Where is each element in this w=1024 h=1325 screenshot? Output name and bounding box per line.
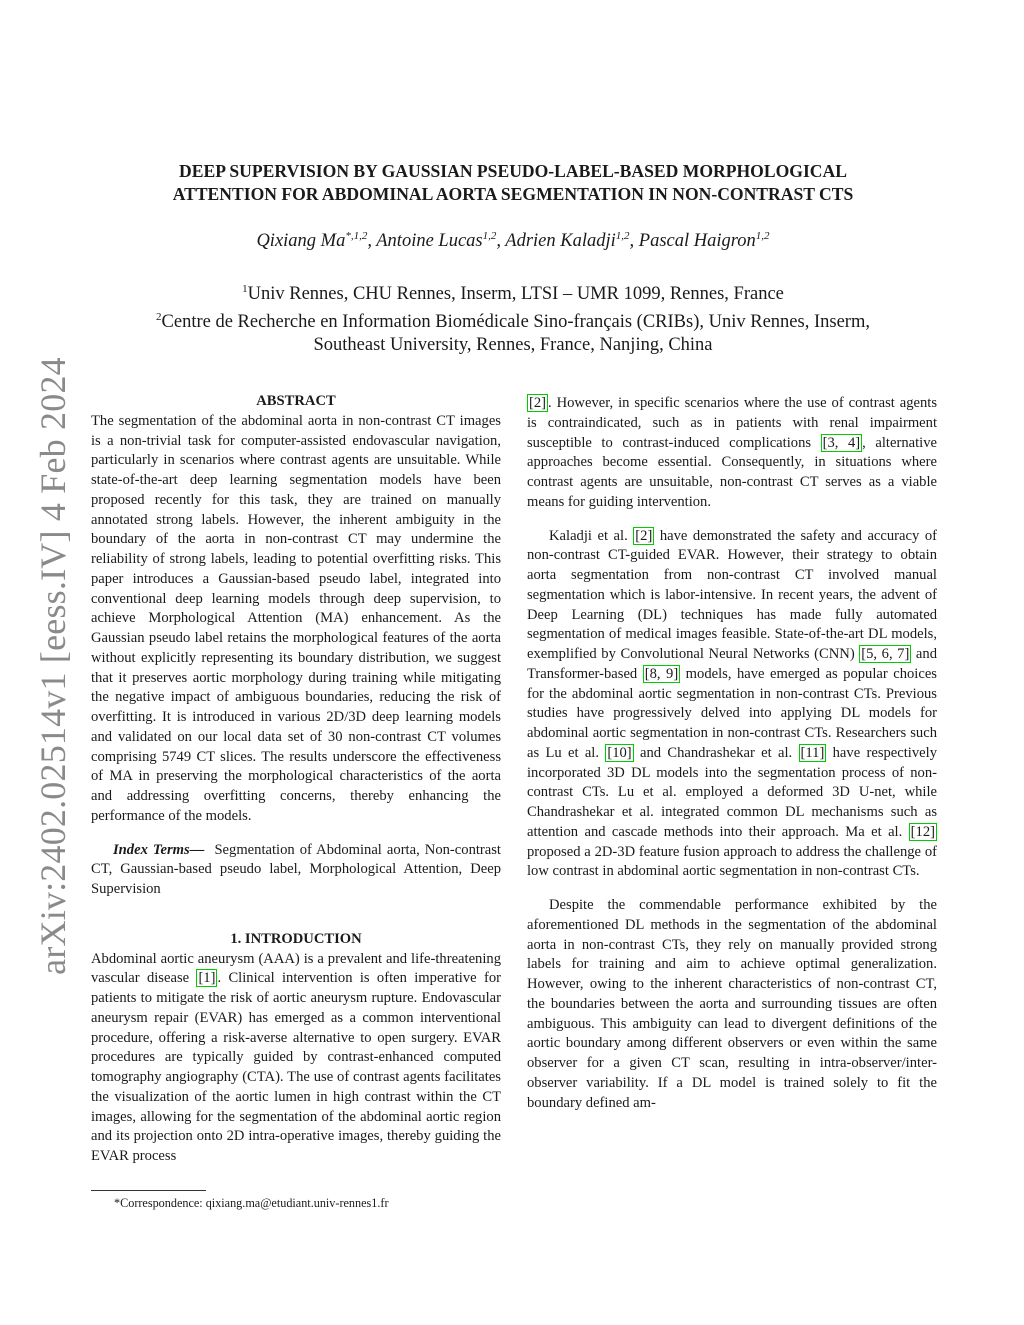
paper-title	[90, 160, 936, 206]
footnote-divider	[91, 1190, 206, 1191]
affiliation-2-continued: Southeast University, Rennes, France, Nanjing, China	[313, 335, 713, 356]
citation-link[interactable]: [2]	[529, 395, 547, 411]
citation-link[interactable]: [12]	[910, 823, 935, 840]
intro-paragraph-3: Despite the commendable performance exhibited by the aforementioned DL methods in the segmentation of the abdominal aorta in non-contrast CTs, they rely on manually provided strong labels for training and aim to achieve optimal generalization. However, owing to the inherent characteristics of non-contrast CT, the boundaries between the aorta and surrounding tissues are often ambiguous. This ambiguity can lead to divergent definitions of the aortic boundary among different observers or even within the same observer for a given CT scan, resulting in intra-observer/inter-observer variability. If a DL model is trained solely to fit the boundary defined am-	[527, 897, 937, 1111]
arxiv-identifier-text: arXiv:2402.02514v1 [eess.IV] 4 Feb 2024	[33, 357, 73, 975]
author: Antoine Lucas$^{1,2}$,	[376, 230, 506, 252]
index-terms-label: Index Terms—	[113, 841, 205, 858]
introduction-heading: 1. INTRODUCTION	[230, 930, 362, 947]
citation-link[interactable]: [5, 6, 7]	[861, 646, 910, 662]
right-column	[527, 394, 937, 1113]
arxiv-identifier-stamp	[23, 357, 83, 975]
affiliation-1: $^1$Univ Rennes, CHU Rennes, Inserm, LTSI – UMR 1099, Rennes, France	[242, 283, 784, 305]
intro-paragraph-1: Abdominal aortic aneurysm (AAA) is a prevalent and life-threatening vascular disease [1] . Clinical intervention is often imperative for patients to mitigate the risk of aortic aneurysm rupture. Endovascular aneurysm repair (EVAR) has emerged as a common interventional procedure, offering a risk-averse alternative to open surgery. EVAR procedures are typically guided by contrast-enhanced computed tomography angiography (CTA). The use of contrast agents facilitates the visualization of the aortic lumen in high contrast within the CT images, allowing for the segmentation of the abdominal aortic region and its projection onto 2D intra-operative images, thereby guiding the EVAR process	[91, 950, 501, 1164]
correspondence-footnote: *Correspondence: qixiang.ma@etudiant.univ-rennes1.fr	[114, 1196, 389, 1210]
citation-link[interactable]: [8, 9]	[644, 665, 679, 682]
left-column	[91, 392, 501, 1167]
author-list	[90, 230, 936, 252]
citation-link[interactable]: [10]	[607, 744, 632, 761]
affiliation-2: $^2$Centre de Recherche en Information Biomédicale Sino-français (CRIBs), Univ Rennes, Inserm,	[156, 311, 870, 333]
author: Pascal Haigron$^{1,2}$	[638, 230, 770, 252]
abstract-text: The segmentation of the abdominal aorta in non-contrast CT images is a non-trivial task for computer-assisted endovascular navigation, particularly in scenarios where contrast agents are unsuitable. While state-of-the-art deep learning segmentation models have been proposed recently for this task, they are trained on manually annotated strong labels. However, the inherent ambiguity in the boundary of the aorta in non-contrast CT may undermine the reliability of strong labels, leading to potential overfitting risks. This paper introduces a Gaussian-based pseudo label, integrated into conventional deep learning models through deep supervision, to achieve Morphological Attention (MA) enhancement. As the Gaussian pseudo label retains the morphological features of the aorta without explicitly representing its boundary distribution, we suggest that it preserves aortic morphology during training while mitigating the negative impact of ambiguous boundaries, reducing the risk of overfitting. It is introduced in various 2D/3D deep learning models and validated on our local data set of 30 non-contrast CT volumes comprising 5749 CT slices. The results underscore the effectiveness of MA in preserving the morphological characteristics of the aorta and addressing overfitting concerns, thereby enhancing the performance of the models.	[91, 412, 501, 824]
index-terms-text: Segmentation of Abdominal aorta, Non-contrast CT, Gaussian-based pseudo label, Morphological Attention, Deep Supervision	[91, 841, 501, 897]
intro-paragraph-2: Kaladji et al. [2] have demonstrated the safety and accuracy of non-contrast CT-guided EVAR. However, their strategy to obtain aorta segmentation from non-contrast CT involved manual segmentation which is labor-intensive. In recent years, the advent of Deep Learning (DL) techniques has made fully automated segmentation of medical images feasible. State-of-the-art DL models, exemplified by Convolutional Neural Networks (CNN) [5, 6, 7] and Transformer-based [8, 9] models, have emerged as popular choices for the abdominal aortic segmentation in non-contrast CTs. Previous studies have progressively delved into applying DL models for abdominal aortic segmentation in non-contrast CTs. Researchers such as Lu et al. [10] and Chandrashekar et al. [11] have respectively incorporated 3D DL models into the segmentation process of non-contrast CTs. Lu et al. employed a deformed 3D U-net, while Chandrashekar et al. integrated common DL mechanisms such as attention and cascade methods into their approach. Ma et al. [12] proposed a 2D-3D feature fusion approach to address the challenge of low contrast in abdominal aortic segmentation in non-contrast CTs.	[527, 527, 937, 880]
index-terms	[91, 841, 501, 900]
title-line-1: DEEP SUPERVISION BY GAUSSIAN PSEUDO-LABEL-BASED MORPHOLOGICAL	[179, 161, 847, 181]
intro-paragraph-1-continued: [2] . However, in specific scenarios where the use of contrast agents is contraindicated, such as in patients with renal impairment susceptible to contrast-induced complications [3, 4] , alternative approaches become essential. Consequently, in situations where contrast agents are unsuitable, non-contrast CT serves as a viable means for guiding intervention.	[527, 395, 937, 510]
abstract-heading: ABSTRACT	[256, 393, 336, 409]
citation-link[interactable]: [2]	[635, 527, 653, 544]
affiliations	[90, 278, 936, 357]
citation-link[interactable]: [1]	[198, 970, 216, 987]
citation-link[interactable]: [11]	[800, 744, 825, 761]
citation-link[interactable]: [3, 4]	[822, 434, 861, 451]
title-line-2: ATTENTION FOR ABDOMINAL AORTA SEGMENTATION IN NON-CONTRAST CTS	[172, 184, 854, 204]
author: Adrien Kaladji$^{1,2}$,	[505, 230, 639, 252]
author: Qixiang $Ma^{*,1,2}$,	[256, 230, 377, 252]
